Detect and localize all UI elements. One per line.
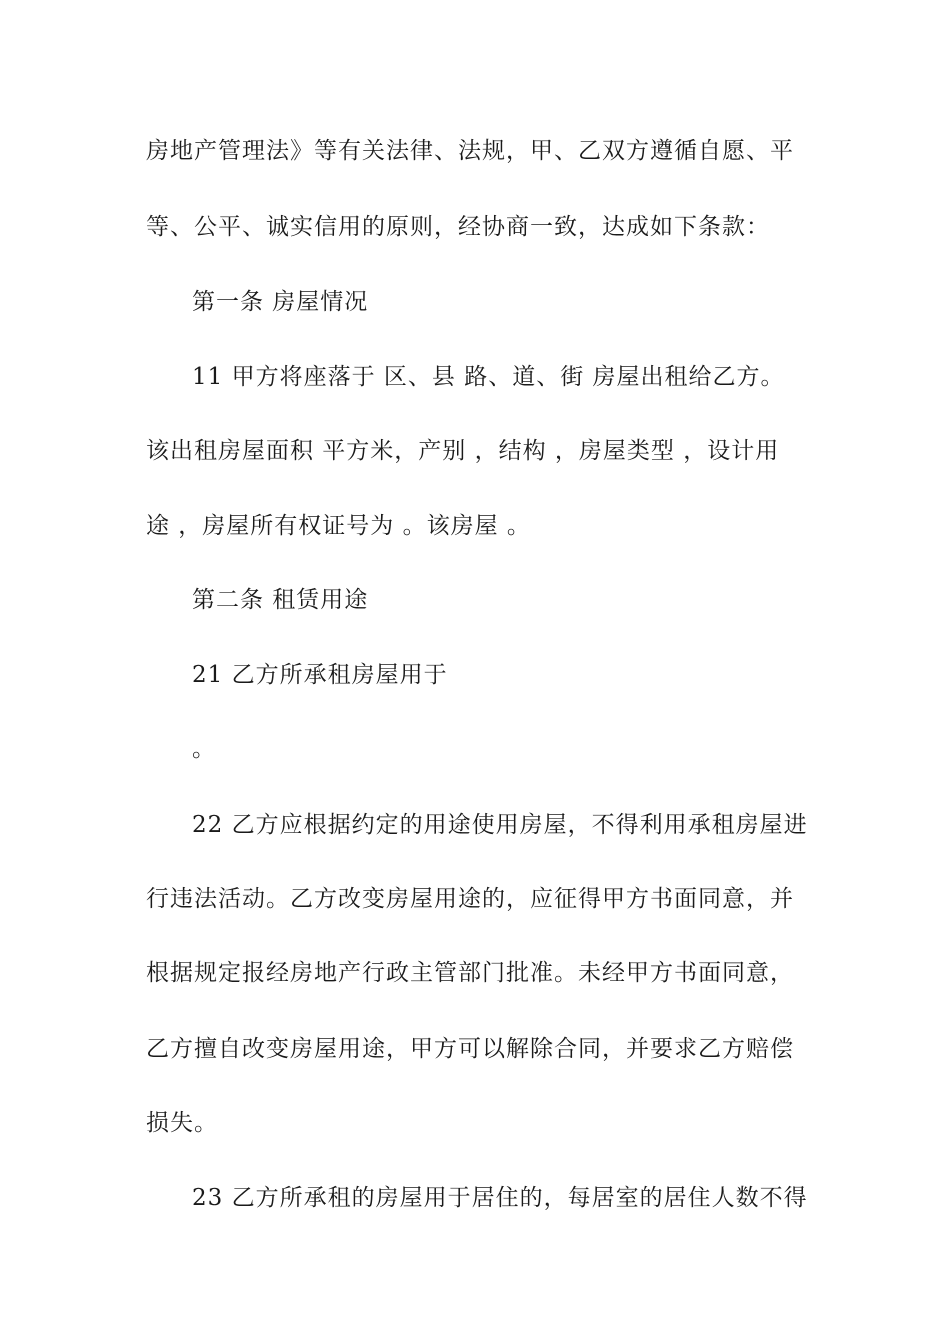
paragraph-line: 损失。 xyxy=(146,1110,218,1136)
clause-2-3-line: 23 乙方所承租的房屋用于居住的，每居室的居住人数不得 xyxy=(192,1185,808,1211)
paragraph-line: 该出租房屋面积 平方米，产别 ，结构 ，房屋类型 ，设计用 xyxy=(146,438,780,464)
paragraph-line: 房地产管理法》等有关法律、法规，甲、乙双方遵循自愿、平 xyxy=(146,138,794,164)
clause-2-2-line: 22 乙方应根据约定的用途使用房屋，不得利用承租房屋进 xyxy=(192,812,808,838)
paragraph-line: 乙方擅自改变房屋用途，甲方可以解除合同，并要求乙方赔偿 xyxy=(146,1036,794,1062)
section-heading-2: 第二条 租赁用途 xyxy=(192,587,369,613)
paragraph-line: 根据规定报经房地产行政主管部门批准。未经甲方书面同意， xyxy=(146,960,794,986)
paragraph-line: 行违法活动。乙方改变房屋用途的，应征得甲方书面同意，并 xyxy=(146,886,794,912)
paragraph-line: 。 xyxy=(192,736,216,762)
paragraph-line: 途 ，房屋所有权证号为 。该房屋 。 xyxy=(146,513,531,539)
paragraph-line: 等、公平、诚实信用的原则，经协商一致，达成如下条款： xyxy=(146,214,770,240)
clause-2-1-line: 21 乙方所承租房屋用于 xyxy=(192,662,448,688)
clause-1-1-line: 11 甲方将座落于 区、县 路、道、街 房屋出租给乙方。 xyxy=(192,364,785,390)
section-heading-1: 第一条 房屋情况 xyxy=(192,289,369,315)
